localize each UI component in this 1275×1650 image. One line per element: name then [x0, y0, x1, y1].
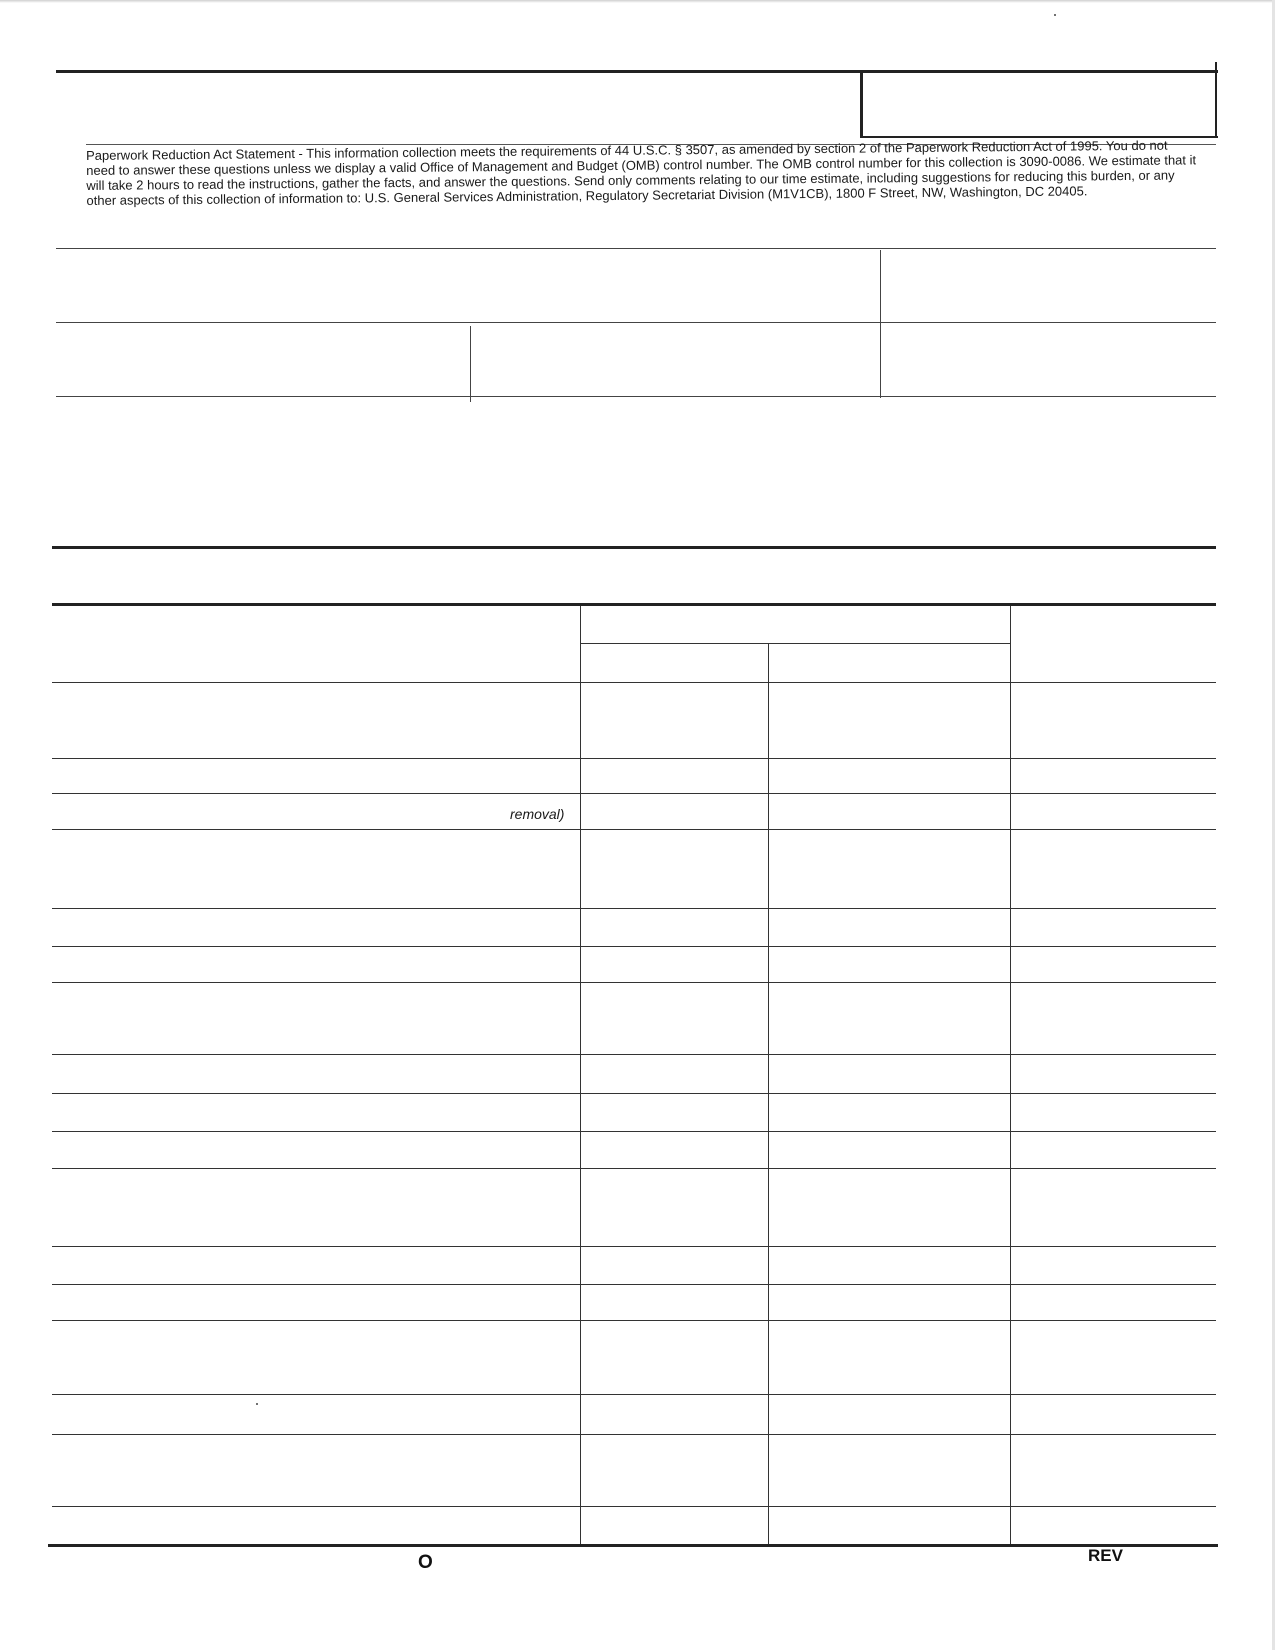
table-row-rule: [52, 1394, 1216, 1395]
footer-revision-mark: REV: [1088, 1546, 1123, 1565]
table-row-rule: [52, 758, 1216, 759]
header-right-edge: [1215, 62, 1217, 138]
table-row-rule: [52, 1168, 1216, 1169]
table-col-3-divider: [1010, 606, 1011, 1546]
table-row-rule: [52, 946, 1216, 947]
table-row-rule: [52, 1284, 1216, 1285]
block-3-bottom-rule: [56, 396, 1216, 397]
table-row-rule: [52, 829, 1216, 830]
table-row-rule: [52, 1434, 1216, 1435]
footer-left-mark: O: [418, 1552, 433, 1573]
table-row-rule: [52, 1054, 1216, 1055]
table-row-rule: [52, 1320, 1216, 1321]
table-col-2-divider: [768, 644, 769, 1546]
paperwork-reduction-statement: Paperwork Reduction Act Statement - This information collection meets the requirements of 44 U.S.C. § 3507, as amended by section 2 of the Paperwork Reduction Act of 1995. You do not need to answer these questions unless we display a valid Office of Management and Budget (OMB) control number. The OMB control number for this collection is 3090-0086. We estimate that it will take 2 hours to read the instructions, gather the facts, and answer the questions. Send only comments relating to our time estimate, including suggestions for reducing this burden, or any other aspects of this collection of information to: U.S. General Services Administration, Regulatory Secretariat Division (M1V1CB), 1800 F Street, NW, Washington, DC 20405.: [86, 137, 1197, 208]
table-bottom-rule: [48, 1544, 1218, 1547]
scan-edge-top: [0, 0, 1275, 3]
table-row-rule: [52, 908, 1216, 909]
table-row-rule: [52, 793, 1216, 794]
scan-speck: [256, 1403, 258, 1405]
header-divider: [860, 70, 863, 138]
block-1-top-rule: [56, 248, 1216, 249]
block-1-bottom-rule: [56, 322, 1216, 323]
table-row-rule: [52, 1246, 1216, 1247]
table-col-1-divider: [580, 606, 581, 1546]
header-top-rule: [56, 70, 1218, 73]
table-row-rule: [52, 1093, 1216, 1094]
block-3-divider: [470, 326, 471, 402]
table-header-bottom-rule: [52, 682, 1216, 683]
table-row-rule: [52, 1506, 1216, 1507]
section-top-rule: [52, 546, 1216, 549]
scan-speck: [1054, 14, 1056, 16]
table-row-rule: [52, 1131, 1216, 1132]
block-2-divider: [880, 250, 881, 398]
row-3-label-fragment: removal): [510, 806, 565, 822]
table-row-rule: [52, 982, 1216, 983]
table-top-rule: [52, 603, 1216, 606]
table-subheader-rule: [580, 643, 1010, 644]
